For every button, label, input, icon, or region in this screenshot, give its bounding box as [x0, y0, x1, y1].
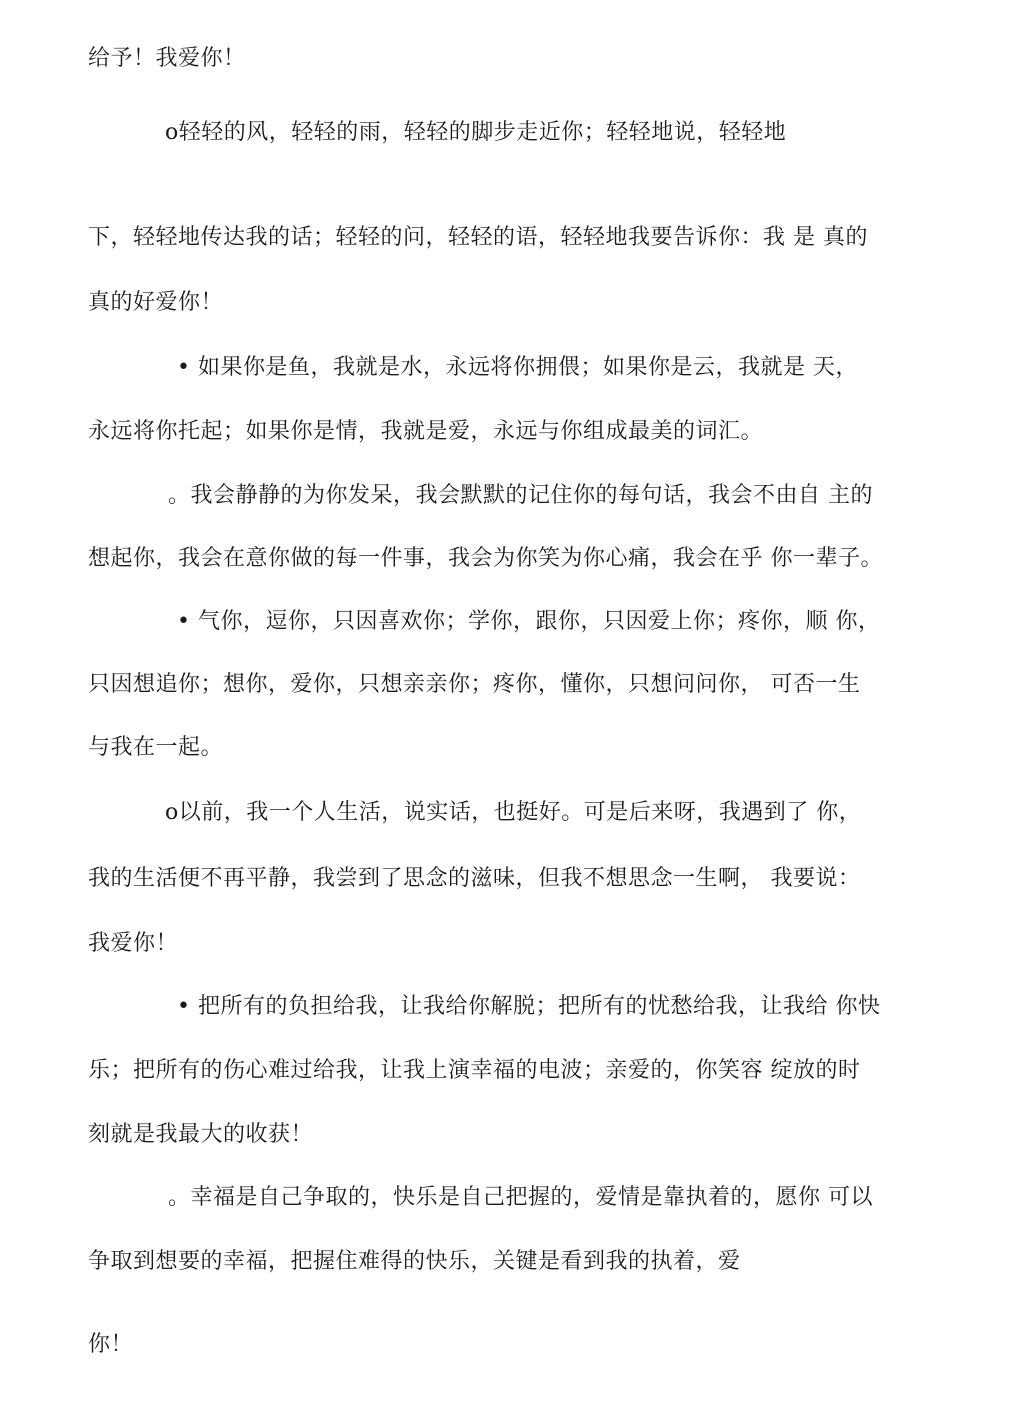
text-line: 只因想追你；想你，爱你，只想亲亲你；疼你，懂你，只想问问你， 可否一生 [88, 672, 861, 697]
text-line: 。幸福是自己争取的，快乐是自己把握的，爱情是靠执着的，愿你 可以 [168, 1185, 873, 1210]
text-line: 永远将你托起；如果你是情，我就是爱，永远与你组成最美的词汇。 [88, 419, 764, 444]
text-line: 与我在一起。 [88, 735, 224, 760]
text-line: 。我会静静的为你发呆，我会默默的记住你的每句话，我会不由自 主的 [168, 483, 873, 508]
text-line: • 气你，逗你，只因喜欢你；学你，跟你，只因爱上你；疼你，顺 你， [177, 609, 881, 634]
text-line: 真的好爱你！ [88, 290, 224, 315]
text-line: 争取到想要的幸福，把握住难得的快乐，关键是看到我的执着，爱 [88, 1249, 741, 1274]
text-line: 下，轻轻地传达我的话；轻轻的问，轻轻的语，轻轻地我要告诉你：我 是 真的 [88, 225, 868, 250]
text-line: • 如果你是鱼，我就是水，永远将你拥偎；如果你是云，我就是 天， [177, 355, 858, 380]
text-line: o以前，我一个人生活，说实话，也挺好。可是后来呀，我遇到了 你， [165, 800, 862, 825]
text-line: 乐；把所有的伤心难过给我，让我上演幸福的电波；亲爱的，你笑容 绽放的时 [88, 1058, 861, 1083]
text-line: 给予！我爱你！ [88, 46, 246, 71]
text-line: 你！ [88, 1332, 134, 1357]
text-line: 刻就是我最大的收获！ [88, 1122, 314, 1147]
text-line: 我爱你！ [88, 931, 179, 956]
text-line: 想起你，我会在意你做的每一件事，我会为你笑为你心痛，我会在乎 你一辈子。 [88, 546, 883, 571]
text-line: o轻轻的风，轻轻的雨，轻轻的脚步走近你；轻轻地说，轻轻地 [165, 120, 787, 145]
text-line: 我的生活便不再平静，我尝到了思念的滋味，但我不想思念一生啊， 我要说： [88, 866, 861, 891]
text-line: • 把所有的负担给我，让我给你解脱；把所有的忧愁给我，让我给 你快 [177, 994, 881, 1019]
